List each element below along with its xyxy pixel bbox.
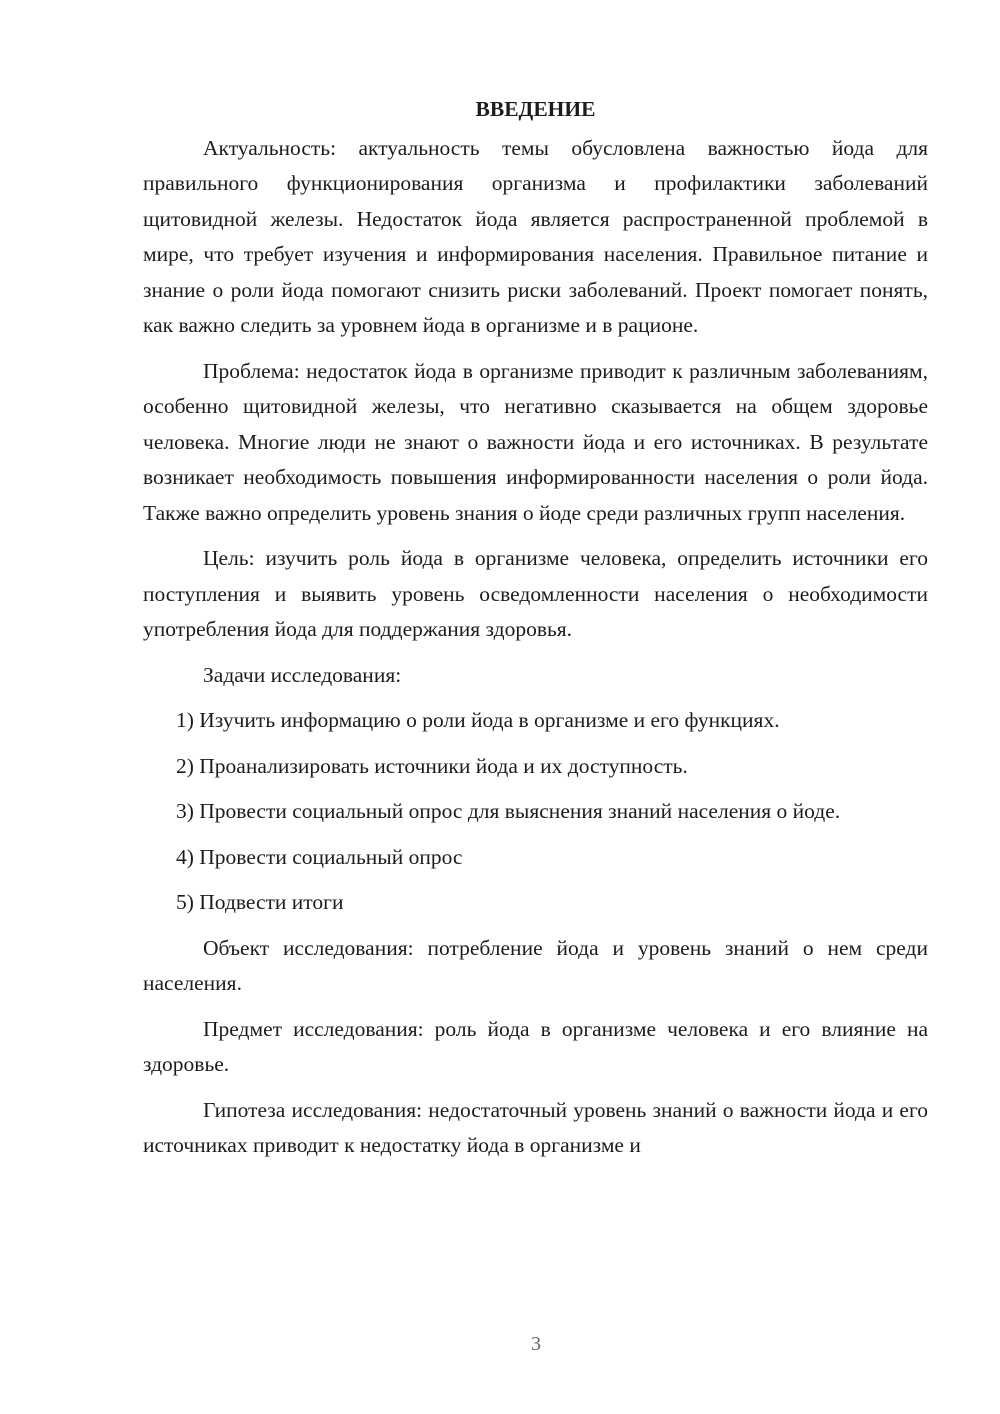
task-item-5: 5) Подвести итоги	[176, 890, 344, 914]
task-item-2: 2) Проанализировать источники йода и их доступность.	[176, 753, 688, 778]
hypothesis-paragraph: Гипотеза исследования: недостаточный уровень знаний о важности йода и его источниках приводит к недостатку йода в организме и	[143, 1097, 928, 1157]
goal-paragraph: Цель: изучить роль йода в организме человека, определить источники его поступления и выявить уровень осведомленности населения о необходимости употребления йода для поддержания здоровья.	[143, 546, 928, 641]
object-paragraph: Объект исследования: потребление йода и уровень знаний о нем среди населения.	[143, 935, 928, 995]
task-item-4: 4) Провести социальный опрос	[176, 844, 463, 869]
task-item-1: 1) Изучить информацию о роли йода в организме и его функциях.	[176, 708, 780, 732]
page-number: 3	[531, 1333, 541, 1355]
problem-paragraph: Проблема: недостаток йода в организме приводит к различным заболеваниям, особенно щитовидной железы, что негативно сказывается на общем здоровье человека. Многие люди не знают о важности йода и его источниках. В результате возникает необходимость повышения информированности населения о роли йода. Также важно определить уровень знания о йоде среди различных групп населения.	[143, 358, 928, 525]
tasks-intro: Задачи исследования:	[203, 662, 402, 687]
relevance-paragraph: Актуальность: актуальность темы обусловлена важностью йода для правильного функционирования организма и профилактики заболеваний щитовидной железы. Недостаток йода является распространенной проблемой в мире, что требует изучения и информирования населения. Правильное питание и знание о роли йода помогают снизить риски заболеваний. Проект помогает понять, как важно следить за уровнем йода в организме и в рационе.	[143, 135, 928, 337]
subject-paragraph: Предмет исследования: роль йода в организме человека и его влияние на здоровье.	[143, 1016, 928, 1076]
page-content	[143, 92, 928, 1174]
section-heading: ВВЕДЕНИЕ	[475, 97, 596, 121]
task-item-3: 3) Провести социальный опрос для выяснения знаний населения о йоде.	[176, 799, 841, 823]
